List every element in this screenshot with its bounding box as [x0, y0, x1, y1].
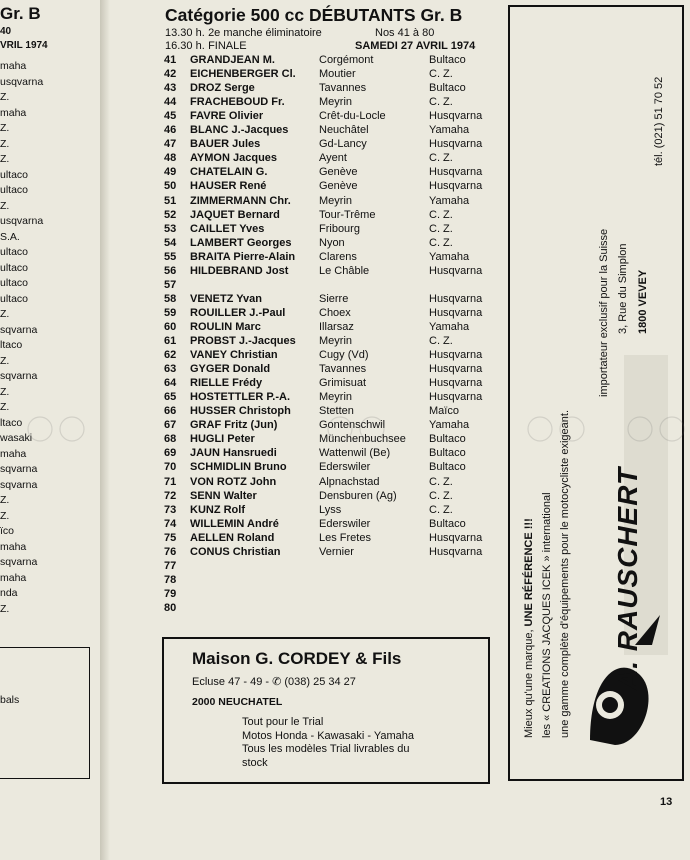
left-make: usqvarna [0, 75, 44, 88]
rider-brand: Yamaha [429, 419, 470, 432]
rider-brand: Bultaco [429, 433, 466, 446]
entry-number: 64 [164, 377, 177, 390]
rider-brand: Husqvarna [429, 264, 483, 277]
schedule-event: FINALE [208, 40, 247, 52]
left-make: sqvarna [0, 370, 38, 382]
left-make: ïco [0, 525, 15, 537]
rider-city: Ederswiler [319, 461, 371, 474]
left-make: ultaco [0, 246, 29, 258]
left-make: wasaki [0, 432, 33, 444]
rider-name: LAMBERT Georges [190, 236, 292, 249]
entry-number: 68 [164, 433, 177, 446]
rider-name: VENETZ Yvan [190, 292, 262, 305]
left-make: sqvarna [0, 463, 38, 475]
left-ad-box [0, 647, 90, 779]
left-make: Z. [0, 308, 10, 320]
entry-number: 66 [164, 405, 177, 418]
left-make: maha [0, 106, 27, 119]
cordey-line: Motos Honda - Kawasaki - Yamaha [242, 729, 415, 742]
rider-name: RIELLE Frédy [190, 377, 263, 390]
rider-name: GYGER Donald [190, 363, 271, 376]
rider-city: Tavannes [319, 363, 367, 376]
ad-city: 1800 VEVEY [637, 269, 649, 334]
entry-number: 47 [164, 138, 177, 151]
rider-brand: C. Z. [429, 236, 453, 249]
left-make: S.A. [0, 230, 20, 243]
rider-name: CONUS Christian [190, 545, 281, 558]
entry-number: 77 [164, 559, 177, 572]
rider-city: Gd-Lancy [319, 138, 367, 151]
rider-city: Meyrin [319, 335, 353, 347]
rider-brand: C. Z. [429, 335, 453, 347]
left-make: maha [0, 447, 27, 460]
rider-city: Tour-Trême [319, 208, 376, 221]
schedule-date: SAMEDI 27 AVRIL 1974 [355, 40, 476, 52]
rider-city: Stetten [319, 405, 354, 418]
left-make: sqvarna [0, 323, 38, 336]
rider-name: DROZ Serge [190, 82, 255, 95]
left-make: Z. [0, 122, 10, 134]
rider-brand: C. Z. [429, 96, 453, 109]
entry-number: 71 [164, 475, 177, 488]
left-make: Z. [0, 401, 10, 413]
rider-brand: Yamaha [429, 194, 470, 207]
entry-number: 53 [164, 222, 177, 235]
left-make: nda [0, 587, 18, 599]
left-make: ultaco [0, 184, 29, 196]
rider-brand: C. Z. [429, 208, 453, 221]
rider-name: SCHMIDLIN Bruno [190, 461, 287, 474]
rider-name: GRAF Fritz (Jun) [190, 419, 278, 432]
ad-range-line: une gamme complète d'équipements pour le motocycliste exigeant. [559, 409, 571, 738]
rider-city: Alpnachstad [319, 475, 380, 488]
rider-name: BRAITA Pierre-Alain [190, 250, 296, 263]
rider-city: Grimisuat [319, 377, 367, 390]
entry-number: 50 [164, 180, 177, 193]
rider-name: ROUILLER J.-Paul [190, 306, 286, 319]
rider-brand: Bultaco [429, 54, 466, 66]
rider-name: WILLEMIN André [190, 517, 279, 530]
rider-brand: C. Z. [429, 68, 453, 81]
left-make: sqvarna [0, 478, 38, 491]
left-make: maha [0, 571, 27, 584]
rider-name: HOSTETTLER P.-A. [190, 391, 291, 404]
ad-brand-line: les « CREATIONS JACQUES ICEK » international [541, 492, 553, 738]
rider-city: Meyrin [319, 391, 353, 404]
left-make: sqvarna [0, 556, 38, 568]
rider-name: JAUN Hansruedi [190, 447, 277, 460]
rider-brand: Husqvarna [429, 531, 483, 544]
entry-number: 56 [164, 264, 177, 277]
page-fold-shadow [100, 0, 110, 860]
rider-name: VANEY Christian [190, 349, 278, 362]
schedule-row [165, 40, 495, 52]
left-make: ltaco [0, 416, 23, 429]
rider-city: Choex [319, 306, 351, 319]
rider-city: Gontenschwil [319, 419, 386, 432]
entry-number: 52 [164, 208, 177, 221]
rider-city: Genève [319, 180, 358, 193]
rider-brand: Yamaha [429, 320, 470, 333]
cordey-line: Tout pour le Trial [242, 716, 324, 728]
entry-number: 76 [164, 545, 177, 558]
rider-brand: Husqvarna [429, 306, 483, 319]
entry-number: 57 [164, 278, 177, 291]
entry-number: 51 [164, 194, 177, 207]
rider-city: Crêt-du-Locle [319, 110, 386, 123]
rider-name: SENN Walter [190, 489, 257, 502]
rider-name: VON ROTZ John [190, 475, 277, 488]
entry-number: 44 [164, 96, 177, 109]
rider-city: Illarsaz [319, 320, 354, 333]
cordey-ad-box [162, 637, 490, 784]
ad-slogan-line: Mieux qu'une marque, UNE RÉFÉRENCE !!! [523, 518, 535, 738]
entry-number: 41 [164, 54, 177, 66]
rider-brand: Maïco [429, 405, 459, 418]
rider-brand: Yamaha [429, 250, 470, 263]
left-make: ltaco [0, 339, 23, 351]
left-make: ultaco [0, 292, 29, 305]
rider-brand: Husqvarna [429, 292, 483, 305]
entry-number: 80 [164, 601, 177, 614]
rider-name: JAQUET Bernard [190, 208, 280, 221]
ad-phone: tél. (021) 51 70 52 [653, 76, 665, 166]
rider-brand: Husqvarna [429, 166, 483, 179]
left-make: maha [0, 540, 27, 553]
category-title: Catégorie 500 cc DÉBUTANTS Gr. B [165, 5, 463, 25]
logo-wordmark: A. RAUSCHERT [612, 466, 643, 690]
rider-city: Lyss [319, 503, 342, 516]
entry-number: 63 [164, 363, 177, 376]
entry-number: 78 [164, 573, 177, 586]
left-make: ultaco [0, 277, 29, 289]
left-page-fragment [0, 0, 100, 860]
rider-brand: C. Z. [429, 489, 453, 502]
cordey-city: 2000 NEUCHATEL [192, 696, 283, 708]
rider-brand: Husqvarna [429, 180, 483, 193]
rider-city: Meyrin [319, 96, 353, 109]
left-make: Z. [0, 602, 10, 615]
rider-name: HAUSER René [190, 180, 267, 193]
rauschert-logo [580, 345, 676, 755]
entry-number: 60 [164, 320, 177, 333]
rider-brand: Husqvarna [429, 138, 483, 151]
left-sub-nos: 40 [0, 26, 12, 37]
cordey-lines [242, 716, 414, 770]
left-make: Z. [0, 385, 10, 398]
rider-brand: Husqvarna [429, 545, 483, 558]
rider-city: Ederswiler [319, 517, 371, 530]
entry-number: 49 [164, 166, 177, 179]
rider-brand: C. Z. [429, 152, 453, 165]
rider-city: Clarens [319, 250, 357, 263]
rider-brand: C. Z. [429, 222, 453, 235]
rider-city: Densburen (Ag) [319, 489, 397, 502]
rider-name: FAVRE Olivier [190, 110, 264, 123]
schedule-numbers: Nos 41 à 80 [375, 27, 435, 39]
left-category-header: Gr. B [0, 4, 41, 23]
entry-number: 73 [164, 503, 177, 516]
left-make: Z. [0, 153, 10, 165]
entry-number: 62 [164, 349, 177, 362]
rider-city: Cugy (Vd) [319, 349, 369, 362]
entry-number: 58 [164, 292, 177, 305]
entry-number: 55 [164, 250, 177, 263]
rider-brand: Bultaco [429, 447, 466, 460]
entry-number: 46 [164, 124, 177, 137]
entry-number: 75 [164, 531, 177, 544]
rider-name: ROULIN Marc [190, 320, 261, 333]
cordey-address: Ecluse 47 - 49 - ✆ (038) 25 34 27 [192, 676, 356, 688]
rider-brand: Husqvarna [429, 349, 483, 362]
cordey-line: stock [242, 756, 268, 769]
schedule-time: 13.30 h. [165, 27, 205, 39]
left-make: Z. [0, 494, 10, 506]
rider-city: Le Châble [319, 264, 370, 277]
rider-name: BAUER Jules [190, 138, 261, 151]
rider-name: FRACHEBOUD Fr. [190, 96, 285, 109]
rider-name: EICHENBERGER Cl. [190, 68, 296, 81]
cordey-title: Maison G. CORDEY & Fils [192, 649, 402, 668]
left-make: Z. [0, 137, 10, 150]
rider-brand: Husqvarna [429, 110, 483, 123]
left-make: usqvarna [0, 215, 44, 227]
rider-city: Meyrin [319, 194, 353, 207]
rider-city: Tavannes [319, 82, 367, 95]
ad-street: 3, Rue du Simplon [617, 243, 629, 334]
page-number: 13 [660, 796, 673, 808]
rider-city: Moutier [319, 68, 356, 81]
rider-name: CHATELAIN G. [190, 166, 268, 179]
rider-name: AYMON Jacques [190, 152, 278, 165]
entry-number: 74 [164, 517, 177, 530]
schedule-event: 2e manche éliminatoire [208, 27, 322, 39]
rider-city: Les Fretes [319, 531, 371, 544]
rider-brand: Yamaha [429, 124, 470, 137]
rider-city: Neuchâtel [319, 124, 369, 137]
rider-brand: Husqvarna [429, 391, 483, 404]
left-make: Z. [0, 509, 10, 522]
rider-name: PROBST J.-Jacques [190, 335, 296, 347]
ad-importer: importateur exclusif pour la Suisse [598, 228, 610, 397]
rider-name: HILDEBRAND Jost [190, 264, 289, 277]
rider-name: HUGLI Peter [190, 433, 255, 446]
left-make: Z. [0, 91, 10, 103]
entry-number: 54 [164, 236, 177, 249]
entry-number: 79 [164, 587, 177, 600]
rider-name: ZIMMERMANN Chr. [190, 194, 291, 207]
schedule-time: 16.30 h. [165, 40, 205, 52]
rider-brand: C. Z. [429, 475, 453, 488]
left-make: Z. [0, 199, 10, 212]
entry-number: 48 [164, 152, 177, 165]
rider-brand: C. Z. [429, 503, 453, 516]
cordey-line: Tous les modèles Trial livrables du [242, 743, 410, 755]
entry-number: 43 [164, 82, 177, 95]
entry-number: 65 [164, 391, 177, 404]
rider-name: HUSSER Christoph [190, 405, 291, 418]
rider-name: BLANC J.-Jacques [190, 124, 289, 137]
rider-city: Genève [319, 166, 358, 179]
left-make: maha [0, 60, 27, 72]
rider-brand: Husqvarna [429, 377, 483, 390]
rider-city: Vernier [319, 545, 354, 558]
rider-brand: Bultaco [429, 517, 466, 530]
rider-city: Ayent [319, 152, 347, 165]
rider-city: Nyon [319, 236, 345, 249]
entry-number: 45 [164, 110, 177, 123]
rider-brand: Bultaco [429, 461, 466, 474]
entry-number: 72 [164, 489, 177, 502]
entry-number: 61 [164, 335, 177, 347]
rider-brand: Bultaco [429, 82, 466, 95]
left-sub-date: VRIL 1974 [0, 40, 48, 51]
rider-city: Fribourg [319, 222, 360, 235]
rider-city: Münchenbuchsee [319, 433, 406, 446]
entry-number: 67 [164, 419, 177, 432]
entry-number: 70 [164, 461, 177, 474]
rider-name: KUNZ Rolf [190, 503, 245, 516]
rider-city: Sierre [319, 292, 349, 305]
rider-city: Wattenwil (Be) [319, 447, 391, 460]
left-ad-text: bals [0, 694, 20, 706]
left-make: ultaco [0, 168, 29, 181]
left-make: ultaco [0, 261, 29, 274]
rider-name: AELLEN Roland [190, 531, 275, 544]
entry-number: 59 [164, 306, 177, 319]
schedule-row [165, 27, 495, 39]
entry-number: 69 [164, 447, 177, 460]
rider-name: CAILLET Yves [190, 222, 265, 235]
rider-brand: Husqvarna [429, 363, 483, 376]
rider-name: GRANDJEAN M. [190, 54, 275, 66]
left-make: Z. [0, 354, 10, 367]
rider-city: Corgémont [319, 54, 374, 66]
entry-number: 42 [164, 68, 177, 81]
